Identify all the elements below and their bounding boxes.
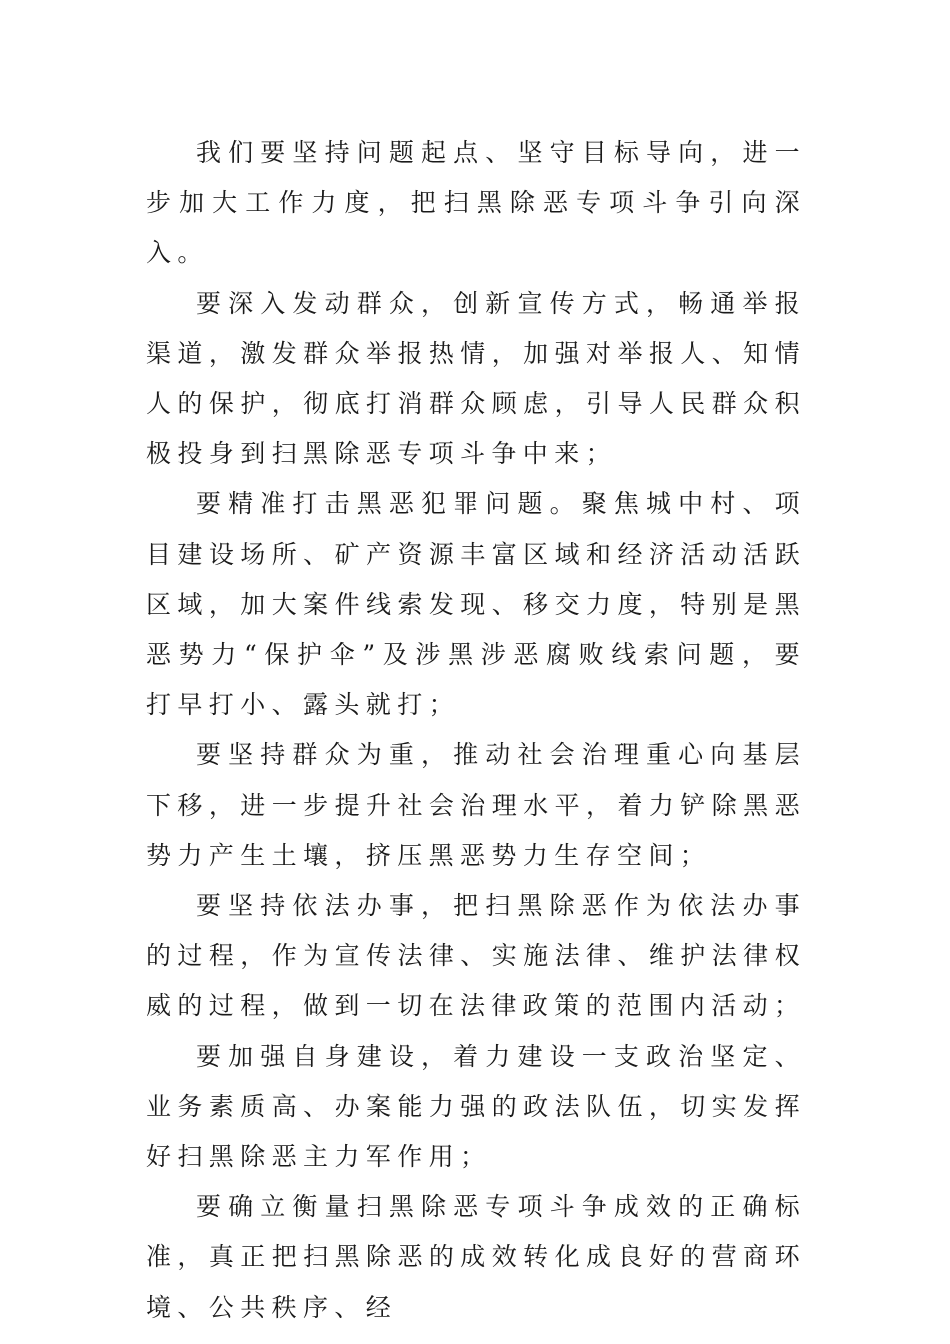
paragraph-mobilize-masses: 要深入发动群众，创新宣传方式，畅通举报渠道，激发群众举报热情，加强对举报人、知情人的保护，彻底打消群众顾虑，引导人民群众积极投身到扫黑除恶专项斗争中来； <box>146 288 806 469</box>
document-body <box>146 128 806 1333</box>
paragraph-people-first: 要坚持群众为重，推动社会治理重心向基层下移，进一步提升社会治理水平，着力铲除黑恶势力产生土壤，挤压黑恶势力生存空间； <box>146 740 806 870</box>
paragraph-rule-of-law: 要坚持依法办事，把扫黑除恶作为依法办事的过程，作为宣传法律、实施法律、维护法律权威的过程，做到一切在法律政策的范围内活动； <box>146 891 806 1021</box>
paragraph-precise-strike: 要精准打击黑恶犯罪问题。聚焦城中村、项目建设场所、矿产资源丰富区域和经济活动活跃区域，加大案件线索发现、移交力度，特别是黑恶势力“保护伞”及涉黑涉恶腐败线索问题，要打早打小、露头就打； <box>146 489 806 720</box>
paragraph-intro: 我们要坚持问题起点、坚守目标导向，进一步加大工作力度，把扫黑除恶专项斗争引向深入。 <box>146 138 806 268</box>
paragraph-self-construction: 要加强自身建设，着力建设一支政治坚定、业务素质高、办案能力强的政法队伍，切实发挥好扫黑除恶主力军作用； <box>146 1041 806 1172</box>
paragraph-evaluation-standard: 要确立衡量扫黑除恶专项斗争成效的正确标准，真正把扫黑除恶的成效转化成良好的营商环境、公共秩序、经 <box>146 1192 806 1322</box>
